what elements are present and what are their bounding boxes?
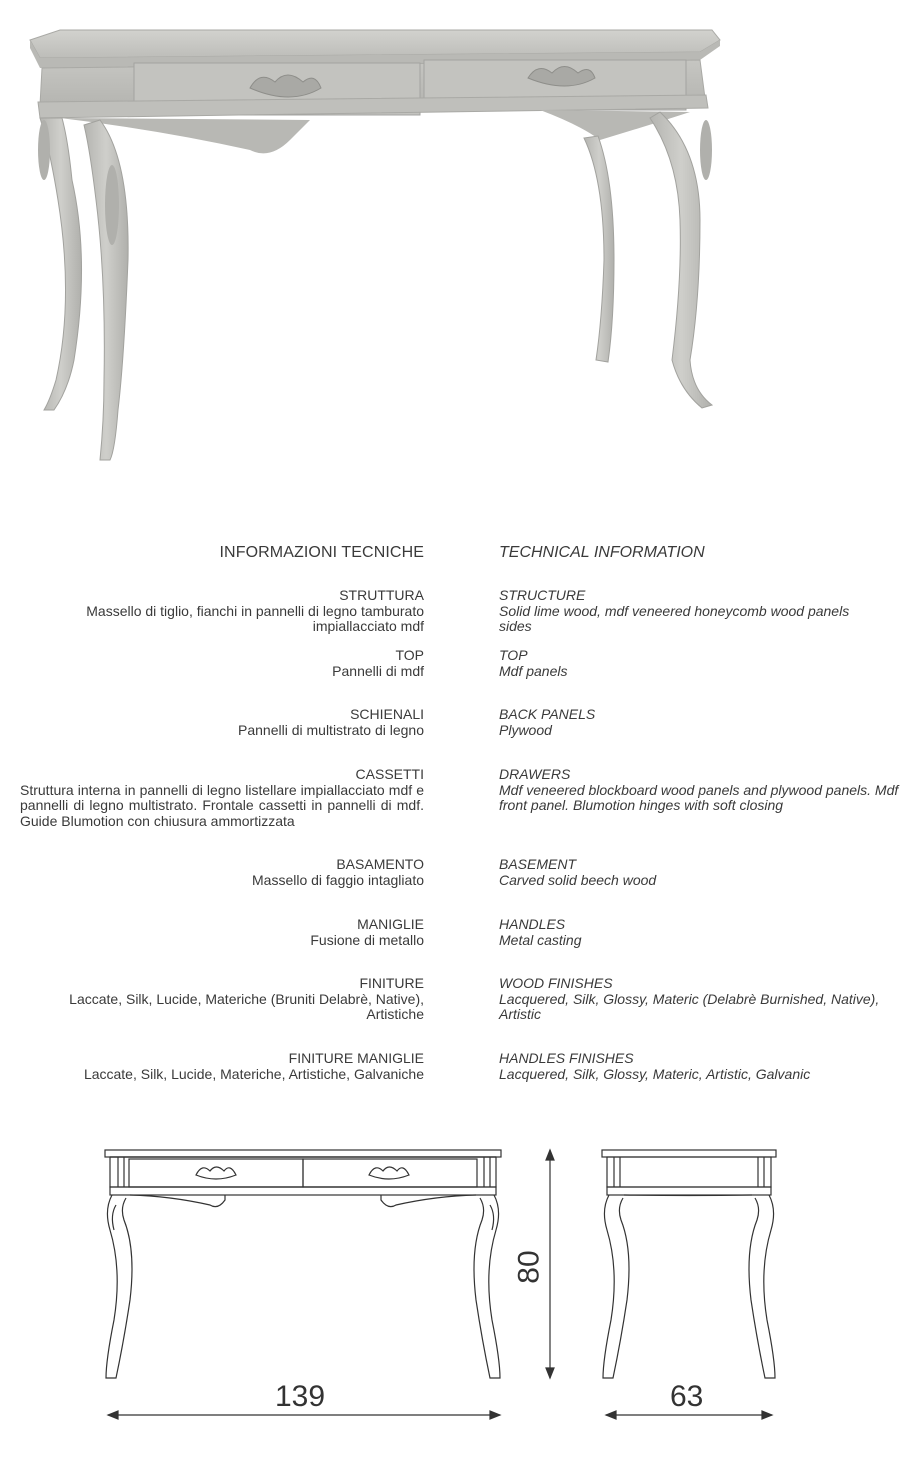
spec-text: Metal casting [499,931,582,948]
spec-title: MANIGLIE [357,916,424,932]
spec-finishes-en [499,976,899,1023]
spec-text: Massello di tiglio, fianchi in pannelli di legno tamburato impiallacciato mdf [86,602,424,634]
spec-title: HANDLES FINISHES [499,1050,634,1066]
spec-title: FINITURE MANIGLIE [288,1050,424,1066]
spec-text: Massello di faggio intagliato [252,871,424,888]
spec-text: Laccate, Silk, Lucide, Materiche (Bruniti Delabrè, Native), Artistiche [69,990,424,1022]
spec-text: Struttura interna in pannelli di legno listellare impiallacciato mdf e pannelli di legno multistrato. Frontale cassetti in pannelli di mdf. Guide Blumotion con chiusura ammortizzata [20,781,424,829]
spec-text: Laccate, Silk, Lucide, Materiche, Artistiche, Galvaniche [83,1065,424,1082]
spec-basement-en [499,857,899,888]
spec-text: Pannelli di multistrato di legno [238,721,424,738]
spec-text: Lacquered, Silk, Glossy, Materic (Delabrè Burnished, Native), Artistic [499,990,880,1022]
spec-top-it [20,648,424,679]
spec-title: BACK PANELS [499,706,596,722]
spec-text: Plywood [499,721,552,738]
spec-drawers-it [20,767,424,829]
spec-handles-it [20,917,424,948]
spec-title: DRAWERS [499,766,571,782]
spec-basement-it [20,857,424,888]
spec-title: HANDLES [499,916,566,932]
spec-title: STRUCTURE [499,587,586,603]
dimension-lines [108,1150,772,1419]
spec-text: Mdf panels [499,662,568,679]
spec-title: CASSETTI [355,766,424,782]
spec-top-en [499,648,899,679]
heading-technical-info-it: INFORMAZIONI TECNICHE [219,544,424,561]
spec-title: FINITURE [359,975,424,991]
spec-handle-finishes-it [20,1051,424,1082]
spec-title: SCHIENALI [350,706,424,722]
spec-text: Solid lime wood, mdf veneered honeycomb wood panels sides [499,602,850,634]
spec-text: Pannelli di mdf [332,662,424,679]
depth-dimension-label: 63 [670,1380,704,1413]
width-dimension-label: 139 [275,1380,326,1413]
spec-back-panels-en [499,707,899,738]
technical-drawings [0,1130,920,1450]
desk-product-photo [0,0,920,530]
spec-title: BASEMENT [499,856,577,872]
spec-structure-it [20,588,424,635]
heading-technical-info-en: TECHNICAL INFORMATION [499,544,705,561]
spec-title: WOOD FINISHES [499,975,613,991]
spec-handle-finishes-en [499,1051,899,1082]
spec-title: STRUTTURA [339,587,424,603]
spec-text: Lacquered, Silk, Glossy, Materic, Artistic, Galvanic [499,1065,811,1082]
spec-text: Mdf veneered blockboard wood panels and plywood panels. Mdf front panel. Blumotion hinges with soft closing [499,781,899,813]
spec-title: TOP [499,647,528,663]
spec-title: TOP [395,647,424,663]
spec-handles-en [499,917,899,948]
spec-finishes-it [20,976,424,1023]
side-view-drawing [602,1150,776,1378]
front-view-drawing [105,1150,501,1378]
spec-text: Carved solid beech wood [499,871,657,888]
spec-drawers-en [499,767,899,814]
spec-text: Fusione di metallo [310,931,424,948]
spec-back-panels-it [20,707,424,738]
spec-structure-en [499,588,899,635]
spec-title: BASAMENTO [336,856,424,872]
height-dimension-label: 80 [512,1250,546,1284]
